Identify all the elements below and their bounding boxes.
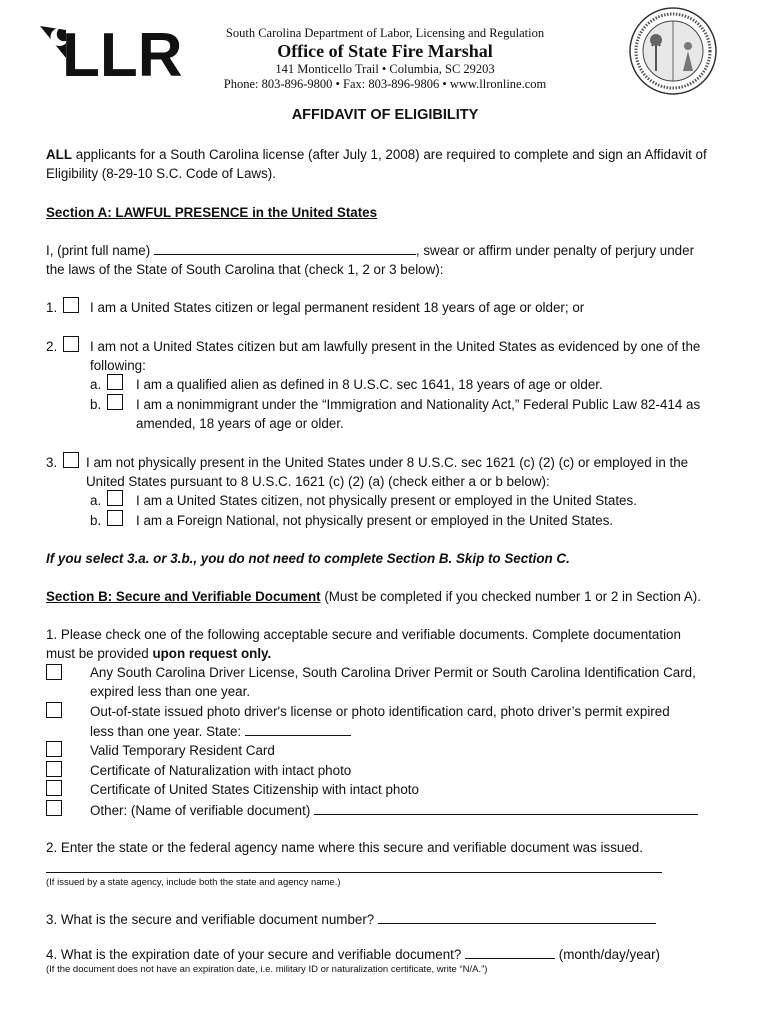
q4-suffix: (month/day/year) bbox=[555, 947, 661, 962]
q3-line bbox=[46, 911, 656, 927]
q1-prefix: must be provided bbox=[46, 646, 153, 661]
full-name-field[interactable] bbox=[154, 242, 416, 255]
option-3-checkbox[interactable] bbox=[63, 452, 79, 468]
option-3-number: 3. bbox=[46, 455, 58, 470]
q1-bold: upon request only. bbox=[152, 646, 272, 661]
option-3-text-2: United States pursuant to 8 U.S.C. 1621 (c) (2) (a) (check either a or b below): bbox=[86, 474, 550, 489]
document-title: AFFIDAVIT OF ELIGIBILITY bbox=[291, 107, 479, 123]
option-2b-label: b. bbox=[90, 397, 102, 412]
doc-6-label: Other: (Name of verifiable document) bbox=[90, 803, 315, 818]
option-2-checkbox[interactable] bbox=[63, 336, 79, 352]
state-field[interactable] bbox=[245, 723, 351, 736]
doc-2-text-1: Out-of-state issued photo driver's license or photo identification card, photo driver’s permit expired bbox=[90, 704, 670, 719]
doc-1-text-1: Any South Carolina Driver License, South Carolina Driver Permit or South Carolina Identification Card, bbox=[90, 665, 696, 680]
q1-line-1: 1. Please check one of the following acceptable secure and verifiable documents. Complete documentation bbox=[46, 627, 681, 642]
option-2a-checkbox[interactable] bbox=[107, 374, 123, 390]
intro-text: applicants for a South Carolina license (after July 1, 2008) are required to complete and sign an Affidavit of bbox=[72, 147, 707, 162]
swear-line-1 bbox=[46, 242, 694, 258]
issuing-agency-field[interactable] bbox=[46, 872, 662, 873]
q4-text: 4. What is the expiration date of your secure and verifiable document? bbox=[46, 947, 466, 962]
option-3b-text: I am a Foreign National, not physically present or employed in the United States. bbox=[136, 513, 614, 528]
option-3a-label: a. bbox=[90, 493, 102, 508]
q2-text: 2. Enter the state or the federal agency name where this secure and verifiable document was issued. bbox=[46, 840, 643, 855]
swear-line-2: the laws of the State of South Carolina that (check 1, 2 or 3 below): bbox=[46, 262, 444, 277]
option-1-number: 1. bbox=[46, 300, 58, 315]
doc-2-text-2 bbox=[90, 723, 351, 739]
q1-line-2 bbox=[46, 646, 271, 661]
section-b-note: (Must be completed if you checked number 1 or 2 in Section A). bbox=[320, 589, 701, 604]
document-number-field[interactable] bbox=[378, 911, 656, 924]
intro-bold: ALL bbox=[46, 147, 73, 162]
doc-1-text-2: expired less than one year. bbox=[90, 684, 251, 699]
option-3a-checkbox[interactable] bbox=[107, 490, 123, 506]
option-3b-checkbox[interactable] bbox=[107, 510, 123, 526]
other-document-field[interactable] bbox=[314, 802, 698, 815]
skip-note: If you select 3.a. or 3.b., you do not need to complete Section B. Skip to Section C. bbox=[46, 551, 570, 566]
option-2b-checkbox[interactable] bbox=[107, 394, 123, 410]
llr-logo-text: LLR bbox=[62, 21, 183, 80]
q2-note: (If issued by a state agency, include both the state and agency name.) bbox=[46, 877, 341, 888]
section-b-heading: Section B: Secure and Verifiable Document bbox=[46, 589, 321, 604]
office-address: 141 Monticello Trail • Columbia, SC 29203 bbox=[275, 62, 495, 76]
option-2a-label: a. bbox=[90, 377, 102, 392]
doc-2-state-label: less than one year. State: bbox=[90, 724, 245, 739]
office-contact: Phone: 803-896-9800 • Fax: 803-896-9806 • www.llronline.com bbox=[223, 77, 547, 91]
expiration-date-field[interactable] bbox=[465, 946, 555, 959]
state-seal bbox=[628, 6, 718, 96]
q4-line bbox=[46, 946, 660, 962]
option-3a-text: I am a United States citizen, not physically present or employed in the United States. bbox=[136, 493, 637, 508]
doc-4-checkbox[interactable] bbox=[46, 761, 62, 777]
option-3b-label: b. bbox=[90, 513, 102, 528]
option-2-number: 2. bbox=[46, 339, 58, 354]
intro-line-1 bbox=[46, 147, 707, 162]
option-3-text-1: I am not physically present in the United States under 8 U.S.C. sec 1621 (c) (2) (c) or employed in the bbox=[86, 455, 689, 470]
doc-6-checkbox[interactable] bbox=[46, 800, 62, 816]
option-1-checkbox[interactable] bbox=[63, 297, 79, 313]
option-2b-text-1: I am a nonimmigrant under the “Immigration and Nationality Act,” Federal Public Law 82-414 as bbox=[136, 397, 701, 412]
doc-1-checkbox[interactable] bbox=[46, 664, 62, 680]
q4-note: (If the document does not have an expiration date, i.e. military ID or naturalization certificate, write “N/A.”) bbox=[46, 964, 488, 975]
swear-suffix: , swear or affirm under penalty of perjury under bbox=[415, 243, 695, 258]
doc-2-checkbox[interactable] bbox=[46, 702, 62, 718]
section-b-heading-line bbox=[46, 589, 701, 604]
option-2b-text-2: amended, 18 years of age or older. bbox=[136, 416, 344, 431]
option-2-text-1: I am not a United States citizen but am lawfully present in the United States as evidenced by one of the bbox=[90, 339, 701, 354]
doc-5-checkbox[interactable] bbox=[46, 780, 62, 796]
doc-6-text bbox=[90, 802, 698, 818]
doc-5-text: Certificate of United States Citizenship with intact photo bbox=[90, 782, 419, 797]
doc-4-text: Certificate of Naturalization with intact photo bbox=[90, 763, 352, 778]
section-a-heading: Section A: LAWFUL PRESENCE in the United States bbox=[46, 205, 378, 220]
doc-3-text: Valid Temporary Resident Card bbox=[90, 743, 275, 758]
office-name: Office of State Fire Marshal bbox=[277, 41, 493, 61]
swear-prefix: I, (print full name) bbox=[46, 243, 154, 258]
option-2-text-2: following: bbox=[90, 358, 146, 373]
q3-text: 3. What is the secure and verifiable document number? bbox=[46, 912, 378, 927]
intro-line-2: Eligibility (8-29-10 S.C. Code of Laws). bbox=[46, 166, 276, 181]
option-1-text: I am a United States citizen or legal permanent resident 18 years of age or older; or bbox=[90, 300, 585, 315]
department-name: South Carolina Department of Labor, Licensing and Regulation bbox=[225, 26, 545, 40]
option-2a-text: I am a qualified alien as defined in 8 U.S.C. sec 1641, 18 years of age or older. bbox=[136, 377, 603, 392]
doc-3-checkbox[interactable] bbox=[46, 741, 62, 757]
